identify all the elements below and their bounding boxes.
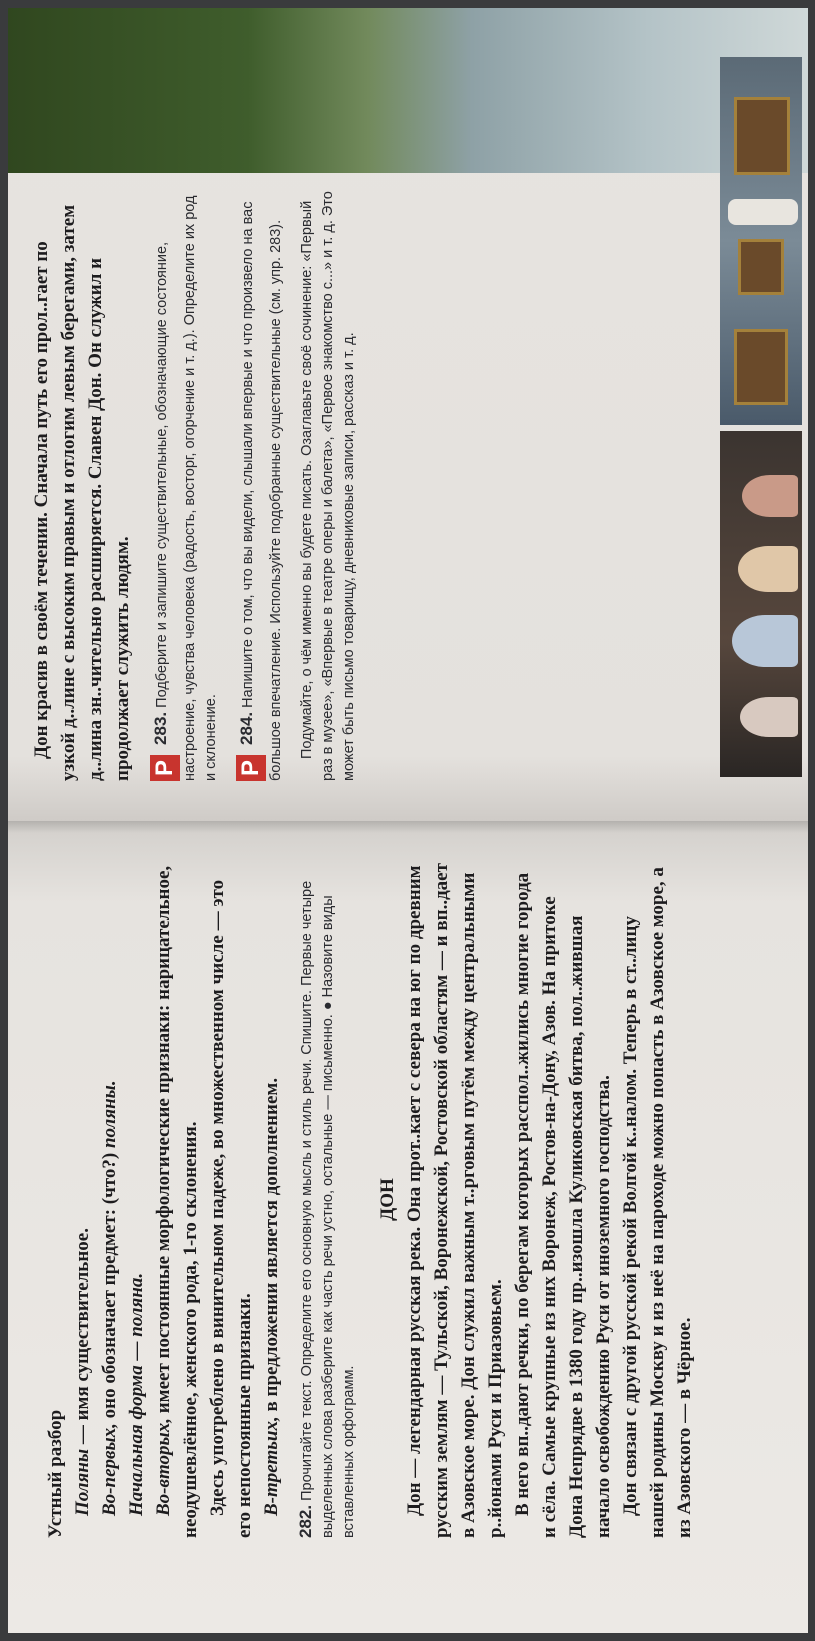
textbook-spread — [8, 8, 808, 1633]
river-landscape-image — [8, 8, 808, 173]
analysis-line — [258, 861, 285, 1538]
analysis-fragment: поляны. — [99, 1080, 120, 1149]
text-title: ДОН — [377, 1178, 398, 1221]
task-282 — [295, 861, 360, 1538]
museum-photo — [720, 57, 802, 425]
don-paragraph: Дон — легендарная русская река. Она прот..кает с севера на юг по древним русским землям — Тульской, Воронежской, Ростовской областям — и вп..дает в Азовское море. Дон служил важным т..рговым путём между центральными р..йонами Руси и Приазовьем. — [404, 863, 506, 1538]
don-text-continuation: Дон красив в своём течении. Сначала путь его прол..гает по узкой д..лине с высоким правым и отлогим левым берегами, затем д..лина зн..чительно расширяется. Славен Дон. Он служил и продолжает служить людям. — [31, 204, 133, 781]
task-284-number: 284. — [237, 711, 256, 745]
don-text — [401, 861, 698, 1538]
task-283-number: 283. — [151, 711, 170, 745]
left-page — [8, 821, 808, 1633]
analysis-line — [150, 861, 204, 1538]
analysis-list — [69, 861, 285, 1538]
analysis-line — [96, 861, 123, 1538]
task-283 — [150, 191, 222, 781]
task-284-text: Напишите о том, что вы видели, слышали впервые и что произвело на вас большое впечатление. Используйте подобранные существительные (см. упр. 283). — [240, 201, 284, 781]
analysis-fragment: Во-первых, — [99, 1423, 120, 1516]
right-page — [8, 8, 808, 821]
task-284-hint: Подумайте, о чём именно вы будете писать. Озаглавьте своё сочинение: «Первый раз в музее», «Впервые в театре оперы и балета», «Первое знакомство с...» и т. д. Это может быть письмо товарищу, дневниковые записи, рассказ и т. д. — [299, 191, 357, 781]
analysis-fragment: В-третьих, — [261, 1416, 282, 1516]
analysis-fragment: оно обозначает предмет: (что?) — [99, 1148, 120, 1424]
don-paragraph: Дон связан с другой русской рекой Волгой к..налом. Теперь в ст..лицу нашей родины Москву и из неё на пароходе можно попасть в Азовское море, а из Азовского — в Чёрное. — [620, 867, 695, 1538]
analysis-fragment: поляна. — [126, 1272, 147, 1337]
speech-task-badge: Р — [236, 755, 266, 781]
analysis-fragment: в предложении является дополнением. — [261, 1077, 282, 1417]
analysis-title: Устный разбор — [45, 1409, 66, 1538]
task-284 — [236, 191, 287, 781]
analysis-fragment: имеет постоянные морфологические признаки: нарицательное, неодушевлённое, женского рода, 1-го склонения. — [153, 865, 201, 1538]
analysis-fragment: Во-вторых, — [153, 1418, 174, 1516]
analysis-fragment: — имя существительное. — [72, 1228, 93, 1449]
task-282-text: Прочитайте текст. Определите его основную мысль и стиль речи. Спишите. Первые четыре выделенных слова разберите как часть речи устно, остальные — письменно. ● Назовите виды вставленных орфограмм. — [299, 880, 357, 1538]
analysis-fragment: Здесь употреблено в винительном падеже, во множественном числе — это его непостоянные признаки. — [207, 879, 255, 1538]
analysis-line — [204, 861, 258, 1538]
analysis-line — [123, 861, 150, 1538]
ballet-photo — [720, 431, 802, 777]
task-282-number: 282. — [296, 1504, 315, 1538]
analysis-line — [69, 861, 96, 1538]
speech-task-badge: Р — [150, 755, 180, 781]
analysis-fragment: Начальная форма — — [126, 1336, 147, 1516]
analysis-fragment: Поляны — [72, 1448, 93, 1516]
don-paragraph: В него вп..дают речки, по берегам которых расспол..жились многие города и сёла. Самые крупные из них Воронеж, Ростов-на-Дону, Азов. На притоке Дона Непрядве в 1380 году пр..изошла Куликовская битва, пол..жившая начало освобождению Руси от иноземного господства. — [512, 872, 614, 1538]
task-283-text: Подберите и запишите существительные, обозначающие состояние, настроение, чувства человека (радость, восторг, огорчение и т. д.). Определите их род и склонение. — [154, 195, 219, 781]
